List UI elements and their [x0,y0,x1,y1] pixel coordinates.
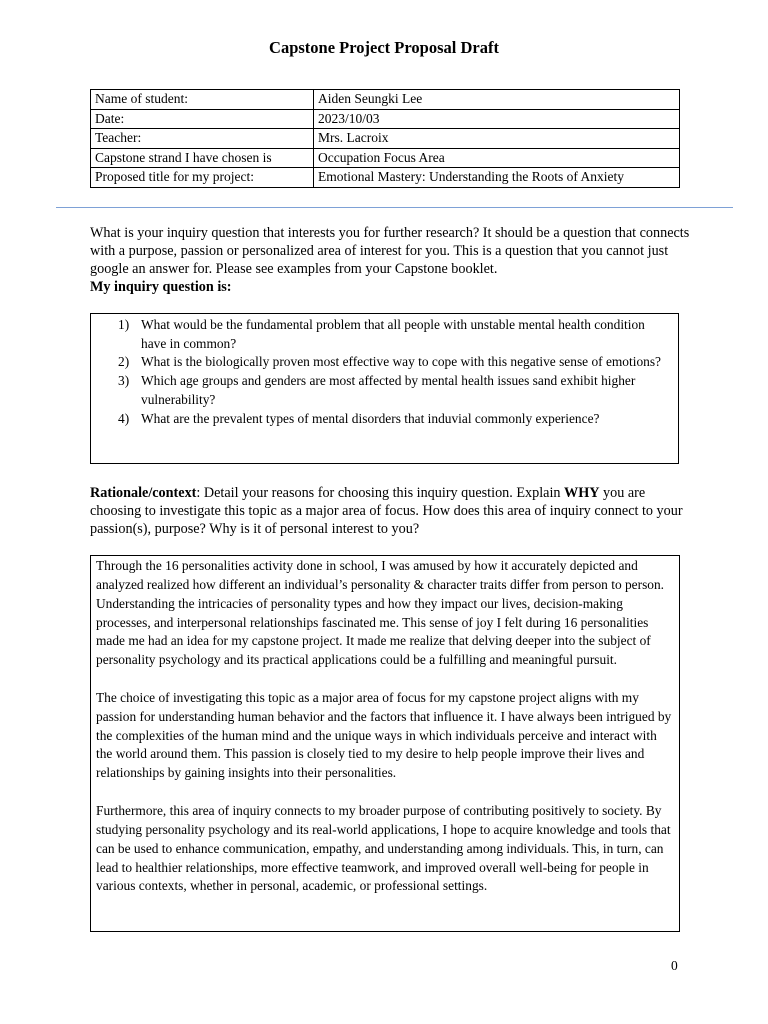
table-row [91,168,680,188]
question-text: What would be the fundamental problem that all people with unstable mental health condition have in common? [141,317,645,351]
question-list [91,316,678,428]
table-cell-label: Teacher: [91,129,314,149]
table-cell-label: Capstone strand I have chosen is [91,148,314,168]
list-number: 4) [118,410,130,426]
page-title: Capstone Project Proposal Draft [269,38,499,57]
rationale-why: WHY [564,485,600,501]
inquiry-heading: My inquiry question is: [90,279,232,295]
inquiry-prompt-text: What is your inquiry question that interests you for further research? It should be a question that connects with a purpose, passion or personalized area of interest for you. This is a question that you cannot just google an answer for. Please see examples from your Capstone booklet. [90,225,690,277]
table-row [91,109,680,129]
list-item [91,410,678,429]
question-text: What is the biologically proven most effective way to cope with this negative sense of emotions? [141,354,661,370]
rationale-prompt [90,484,690,538]
inquiry-questions-box [90,313,679,464]
answer-paragraph: Through the 16 personalities activity done in school, I was amused by how it accurately depicted and analyzed realized how different an individual’s personality & character traits differ from person to person. Understanding the intricacies of personality types and how they impact our lives, decision-making processes, and interpersonal relationships fascinated me. This sense of joy I felt during 16 personalities made me had an idea for my capstone project. It made me realize that delving deeper into the subject of personality psychology and its practical applications could be a fulfilling and meaningful pursuit. [96,558,665,668]
rationale-text-1: : Detail your reasons for choosing this inquiry question. Explain [196,485,565,501]
question-text: Which age groups and genders are most affected by mental health issues sand exhibit higher vulnerability? [141,373,636,407]
table-cell-label: Proposed title for my project: [91,168,314,188]
rationale-text-2: you are choosing to investigate this topic as a major area of focus. How does this area of inquiry connect to your passion(s), purpose? Why is it of personal interest to you? [90,485,683,537]
answer-paragraph: The choice of investigating this topic as a major area of focus for my capstone project aligns with my passion for understanding human behavior and the factors that influence it. I have always been intrigued by the complexities of the human mind and the unique ways in which individuals perceive and interact with the world around them. This passion is closely tied to my desire to help people improve their lives and relationships by gaining insights into their personalities. [96,689,672,781]
list-number: 3) [118,373,130,389]
student-info-table [90,89,680,188]
list-number: 1) [118,317,130,332]
table-row [91,90,680,110]
table-cell-label: Date: [91,109,314,129]
list-number: 2) [118,354,130,370]
section-divider [56,207,733,208]
table-row [91,129,680,149]
list-item [91,316,678,353]
answer-paragraph: Furthermore, this area of inquiry connects to my broader purpose of contributing positively to society. By studying personality psychology and its real-world applications, I hope to acquire knowledge and tools that can be used to enhance communication, empathy, and understanding among individuals. This, in turn, can lead to healthier relationships, more effective teamwork, and improved overall well-being for people in various contexts, whether in personal, academic, or professional settings. [96,802,671,894]
table-cell-label: Name of student: [91,90,314,110]
table-row [91,148,680,168]
table-cell-value: Mrs. Lacroix [314,129,680,149]
rationale-answer-box [90,555,680,932]
question-text: What are the prevalent types of mental disorders that induvial commonly experience? [141,410,600,426]
rationale-label: Rationale/context [90,485,197,501]
page-number: 0 [671,958,678,973]
table-cell-value: Occupation Focus Area [314,148,680,168]
list-item [91,372,678,409]
table-cell-value: 2023/10/03 [314,109,680,129]
list-item [91,353,678,372]
table-cell-value: Emotional Mastery: Understanding the Roots of Anxiety [314,168,680,188]
table-cell-value: Aiden Seungki Lee [314,90,680,110]
inquiry-prompt-block [90,224,690,296]
